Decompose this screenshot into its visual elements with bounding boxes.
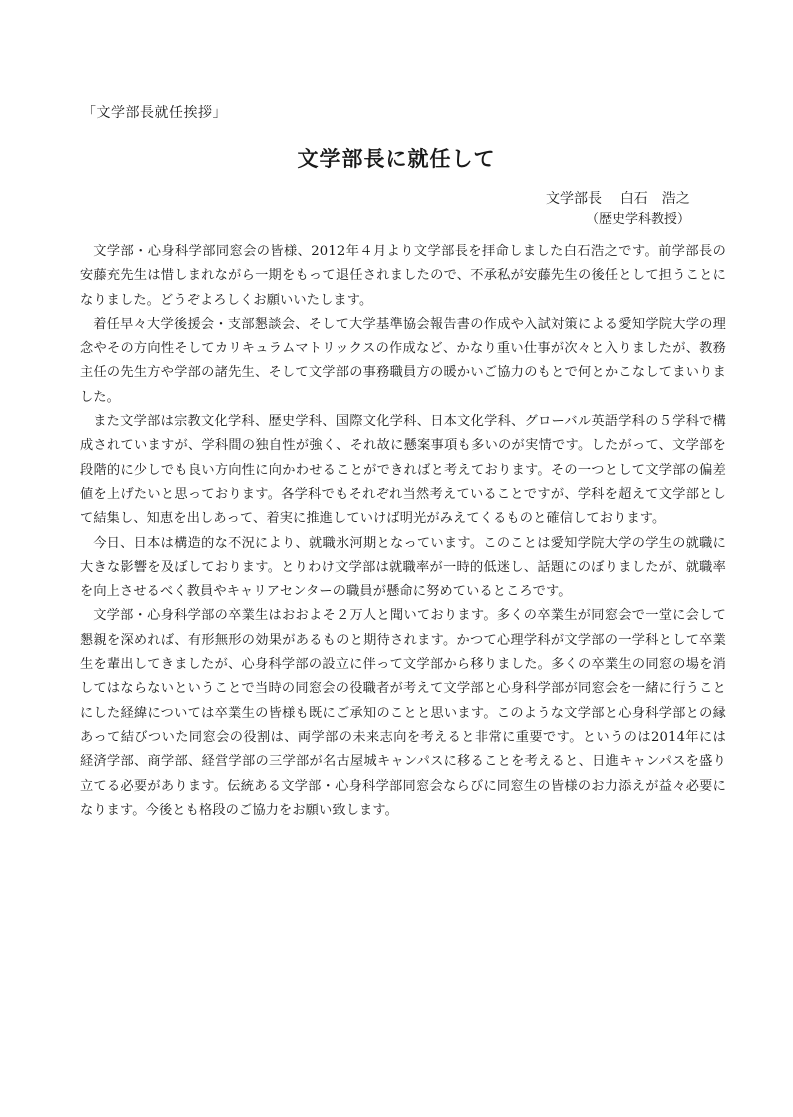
- paragraph: 文学部・心身科学部同窓会の皆様、2012年４月より文学部長を拝命しました白石浩之です。前学部長の安藤充先生は惜しまれながら一期をもって退任されましたので、不承私が安藤先生の後任として担うことになりました。どうぞよろしくお願いいたします。: [80, 244, 726, 308]
- paragraph: 着任早々大学後援会・支部懇談会、そして大学基準協会報告書の作成や入試対策による愛知学院大学の理念やその方向性そしてカリキュラムマトリックスの作成など、かなり重い仕事が次々と入りましたが、教務主任の先生方や学部の諸先生、そして文学部の事務職員方の暖かいご協力のもとで何とかこなしてまいりました。: [80, 316, 726, 405]
- paragraph: また文学部は宗教文化学科、歴史学科、国際文化学科、日本文化学科、グローバル英語学科の５学科で構成されていますが、学科間の独自性が強く、それ故に懸案事項も多いのが実情です。したがって、文学部を段階的に少しでも良い方向性に向かわせることができればと考えております。その一つとして文学部の偏差値を上げたいと思っております。各学科でもそれぞれ当然考えていることですが、学科を超えて文学部として結集し、知恵を出しあって、着実に推進していけば明光がみえてくるものと確信しております。: [80, 414, 726, 527]
- paragraph: 文学部・心身科学部の卒業生はおおよそ２万人と聞いております。多くの卒業生が同窓会で一堂に会して懇親を深めれば、有形無形の効果があるものと期待されます。かつて心理学科が文学部の一学科として卒業生を輩出してきましたが、心身科学部の設立に伴って文学部から移りました。多くの卒業生の同窓の場を消してはならないということで当時の同窓会の役職者が考えて文学部と心身科学部が同窓会を一緒に行うことにした経緯については卒業生の皆様も既にご承知のことと思います。このような文学部と心身科学部との縁あって結びついた同窓会の役割は、両学部の未来志向を考えると非常に重要です。というのは2014年には経済学部、商学部、経営学部の三学部が名古屋城キャンパスに移ることを考えると、日進キャンパスを盛り立てる必要があります。伝統ある文学部・心身科学部同窓会ならびに同窓生の皆様のお力添えが益々必要になります。今後とも格段のご協力をお願い致します。: [80, 608, 726, 818]
- section-label: 「文学部長就任挨拶」: [82, 105, 227, 121]
- article-body: [80, 240, 726, 823]
- author-position: 文学部長: [546, 191, 602, 207]
- author-gap: [602, 191, 620, 207]
- page-title: 文学部長に就任して: [297, 147, 496, 171]
- author-line: [546, 188, 690, 208]
- paragraph: 今日、日本は構造的な不況により、就職氷河期となっています。このことは愛知学院大学の学生の就職に大きな影響を及ぼしております。とりわけ文学部は就職率が一時的低迷し、話題にのぼりましたが、就職率を向上させるべく教員やキャリアセンターの職員が懸命に努めているところです。: [80, 535, 726, 600]
- author-name: 白石 浩之: [619, 191, 690, 207]
- author-affiliation: （歴史学科教授）: [586, 212, 691, 227]
